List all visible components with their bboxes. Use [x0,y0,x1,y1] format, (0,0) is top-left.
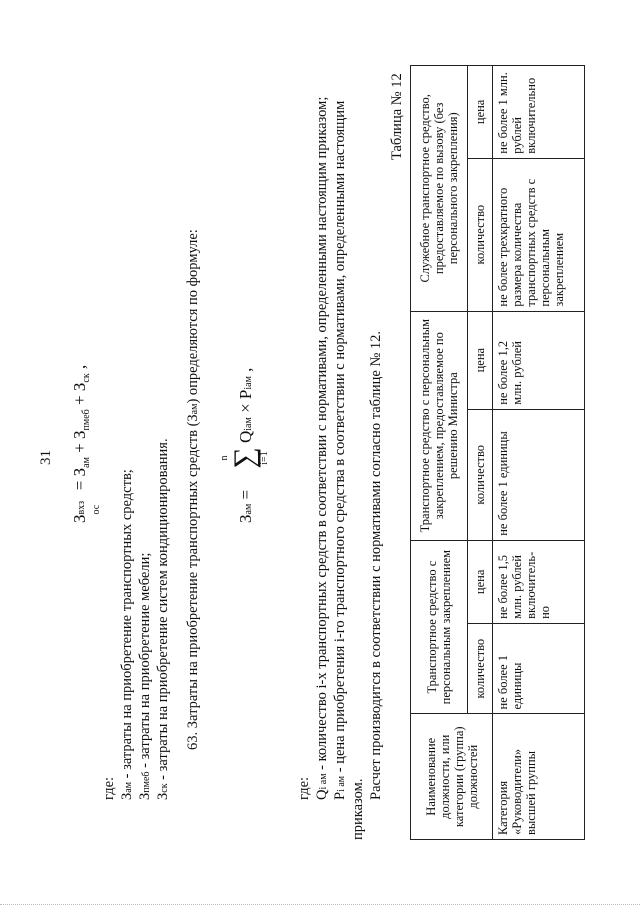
definition-price-cont: приказом. [350,778,366,840]
header-personal-transport: Транспортное средство с персональным закреплением [411,540,468,714]
header-quantity: количество [468,409,493,540]
table-caption: Таблица № 12 [389,73,405,160]
definition-quantity: Qi ам - количество i-х транспортных средств в соответствии с нормативами, определенными настоящим приказом; [314,96,330,800]
paragraph-63: 63. Затраты на приобретение транспортных средств (Зам) определяются по формуле: [185,229,201,750]
document-page: 31 З вхз ос = $З_{ам} + З_{пмеб} + З_{ск}$ , где: Зам - затраты на приобретение транспортных средств; Зпмеб - затраты на приобретение мебели; Зск - затраты на приобретение систем кондиционирования. 63. Затраты на приобретение транспортных средств (Зам) определяются по формуле: Зам = n ∑ i=1 Qiам × Piам , где: Qi ам - количество i-х транспортных средств в соответствии с нормативами, определенными настоящим приказом; Pi ам - цена приобретения i-го транспортного средства в соответствии с нормативами, определенными настоящим приказом. Расчет производится в соответствии с нормативами согласно таблице № 12. Таблица № 12 Наименование должности, или категории (группа) должностей Транспортное средство с персональным закреплением Транспортное средство с персональным закреплением, предоставляемое по решению Министра Служебное транспортное средство, предоставляемое по вызову (без персонального закрепления) количество цена количество цена количество цена Категория «Руководители» высшей группы не более 1 единицы не более 1,5 млн. рублей включитель-но не более 1 единицы не более 1,2 млн. рублей не более трехкратного размера количества транспортных средств с персональным закреплением не более 1 млн. рублей включительно [0,0,640,905]
header-service-transport: Служебное транспортное средство, предоставляемое по вызову (без персонального закрепления) [411,66,468,312]
sum-icon: ∑ [228,447,261,469]
header-price: цена [468,66,493,159]
where-label: где: [101,776,117,800]
definition-price: Pi ам - цена приобретения i-го транспортного средства в соответствии с нормативами, определенными настоящим [332,100,348,800]
header-minister-transport: Транспортное средство с персональным закреплением, предоставляемое по решению Министра [411,311,468,540]
norms-table [410,65,585,840]
page-number: 31 [38,450,54,465]
cell-minister-qty: не более 1 единицы [493,409,585,540]
header-position: Наименование должности, или категории (группа) должностей [411,714,493,840]
cell-service-qty: не более трехкратного размера количества транспортных средств с персональным закреплением [493,158,585,311]
cell-service-price: не более 1 млн. рублей включительно [493,66,585,159]
cell-category: Категория «Руководители» высшей группы [493,714,585,840]
definition-transport: Зам - затраты на приобретение транспортных средств; [119,469,135,800]
where-label-2: где: [296,776,312,800]
header-price: цена [468,540,493,623]
header-quantity: количество [468,158,493,311]
cell-personal-qty: не более 1 единицы [493,623,585,714]
cell-personal-price: не более 1,5 млн. рублей включитель-но [493,540,585,623]
header-price: цена [468,311,493,409]
formula-total-costs: З вхз ос = $З_{ам} + З_{пмеб} + З_{ск}$ , [70,364,102,523]
definition-furniture: Зпмеб - затраты на приобретение мебели; [137,552,153,800]
cell-minister-price: не более 1,2 млн. рублей [493,311,585,409]
header-quantity: количество [468,623,493,714]
definition-conditioning: Зск - затраты на приобретение систем кондиционирования. [155,438,171,800]
table-row [493,66,585,840]
calculation-note: Расчет производится в соответствии с нормативами согласно таблице № 12. [368,330,384,800]
